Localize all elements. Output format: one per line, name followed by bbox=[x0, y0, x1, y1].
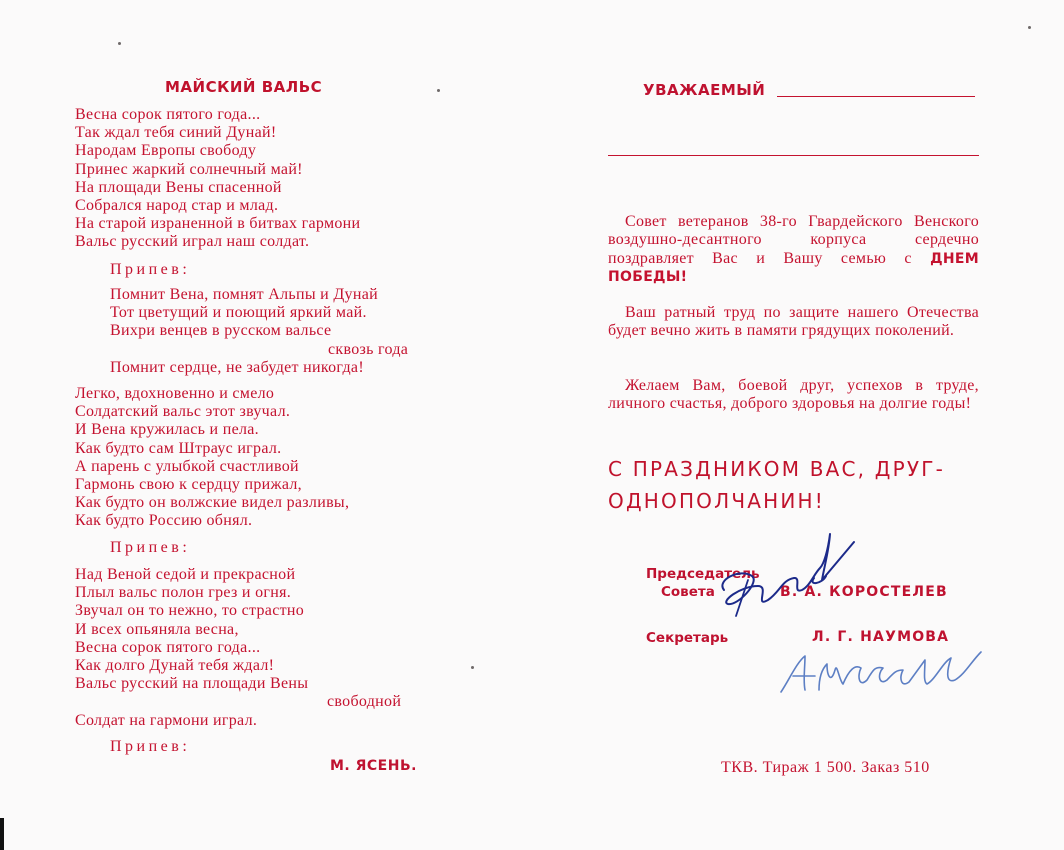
lyric-line: А парень с улыбкой счастливой bbox=[75, 457, 299, 475]
lyric-line: Над Веной седой и прекрасной bbox=[75, 566, 296, 583]
paper-speck bbox=[437, 89, 440, 92]
lyric-line: Как долго Дунай тебя ждал! bbox=[75, 656, 275, 674]
secretary-signature-icon bbox=[775, 640, 990, 700]
secretary-label: Секретарь bbox=[646, 630, 729, 646]
chair-name: В. А. КОРОСТЕЛЕВ bbox=[780, 584, 948, 600]
lyrics-author: М. ЯСЕНЬ. bbox=[330, 758, 417, 774]
lyric-line: Вальс русский играл наш солдат. bbox=[75, 233, 310, 251]
lyric-line: Как будто сам Штраус играл. bbox=[75, 439, 282, 457]
lyric-line: Как будто он волжские видел разливы, bbox=[75, 494, 350, 512]
chair-label: Председатель bbox=[646, 566, 760, 582]
greeting-line: ОДНОПОЛЧАНИН! bbox=[608, 489, 826, 513]
print-imprint: ТКВ. Тираж 1 500. Заказ 510 bbox=[721, 759, 930, 776]
paper-speck bbox=[1028, 26, 1031, 29]
chair-signature-icon bbox=[710, 520, 860, 620]
lyric-line: И всех опьяняла весна, bbox=[75, 620, 239, 638]
lyric-line: Вихри венцев в русском вальсе bbox=[110, 322, 332, 340]
salutation: УВАЖАЕМЫЙ bbox=[643, 81, 766, 99]
refrain-label: Припев: bbox=[110, 539, 191, 556]
lyric-line: Плыл вальс полон грез и огня. bbox=[75, 584, 292, 602]
lyric-line: сквозь года bbox=[328, 340, 409, 358]
lyric-line: И Вена кружилась и пела. bbox=[75, 421, 259, 439]
recipient-name-line-2 bbox=[608, 155, 979, 156]
lyric-line: Звучал он то нежно, то страстно bbox=[75, 602, 305, 620]
lyric-line: Собрался народ стар и млад. bbox=[75, 196, 279, 214]
lyric-line: свободной bbox=[327, 693, 402, 711]
greeting-line: С ПРАЗДНИКОМ ВАС, ДРУГ- bbox=[608, 457, 946, 481]
lyric-line: На старой израненной в битвах гармони bbox=[75, 215, 361, 233]
lyric-line: Принес жаркий солнечный май! bbox=[75, 160, 303, 178]
lyric-line: Вальс русский на площади Вены bbox=[75, 675, 309, 693]
secretary-name: Л. Г. НАУМОВА bbox=[812, 629, 950, 645]
refrain-label: Припев: bbox=[110, 738, 191, 755]
lyric-line: Весна сорок пятого года... bbox=[75, 638, 261, 656]
lyric-line: Помнит сердце, не забудет никогда! bbox=[110, 358, 364, 376]
song-title: МАЙСКИЙ ВАЛЬС bbox=[165, 78, 323, 96]
refrain-label: Припев: bbox=[110, 261, 191, 278]
greeting-paragraph-3: Желаем Вам, боевой друг, успехов в труде, личного счастья, доброго здоровья на долгие годы! bbox=[608, 377, 979, 413]
paragraph-text: Совет ветеранов 38-го Гвардейского Венского воздушно-десантного корпуса сердечно поздравляет Вас и Вашу семью с bbox=[608, 213, 979, 267]
verse-3 bbox=[75, 566, 401, 730]
lyric-line: Народам Европы свободу bbox=[75, 142, 257, 160]
greeting-paragraph-2: Ваш ратный труд по защите нашего Отечества будет вечно жить в памяти грядущих поколений. bbox=[608, 304, 979, 340]
lyric-line: Тот цветущий и поющий яркий май. bbox=[110, 304, 367, 322]
scan-edge-mark bbox=[0, 818, 4, 850]
chair-label-council: Совета bbox=[661, 584, 715, 600]
victory-day-text: ДНЕМ ПОБЕДЫ! bbox=[608, 250, 979, 286]
lyric-line: Так ждал тебя синий Дунай! bbox=[75, 124, 277, 142]
holiday-greeting bbox=[608, 454, 980, 516]
lyric-line: Весна сорок пятого года... bbox=[75, 106, 261, 123]
lyric-line: На площади Вены спасенной bbox=[75, 178, 282, 196]
verse-2 bbox=[75, 385, 349, 531]
lyric-line: Помнит Вена, помнят Альпы и Дунай bbox=[110, 286, 378, 303]
paper-speck bbox=[118, 42, 121, 45]
lyric-line: Гармонь свою к сердцу прижал, bbox=[75, 475, 302, 493]
paper-speck bbox=[471, 666, 474, 669]
verse-1 bbox=[75, 106, 360, 252]
lyric-line: Легко, вдохновенно и смело bbox=[75, 385, 275, 402]
greeting-paragraph-1 bbox=[608, 213, 979, 287]
lyric-line: Как будто Россию обнял. bbox=[75, 512, 253, 530]
refrain bbox=[110, 286, 408, 377]
recipient-name-line bbox=[777, 96, 975, 97]
lyric-line: Солдат на гармони играл. bbox=[75, 711, 258, 729]
lyric-line: Солдатский вальс этот звучал. bbox=[75, 403, 291, 421]
